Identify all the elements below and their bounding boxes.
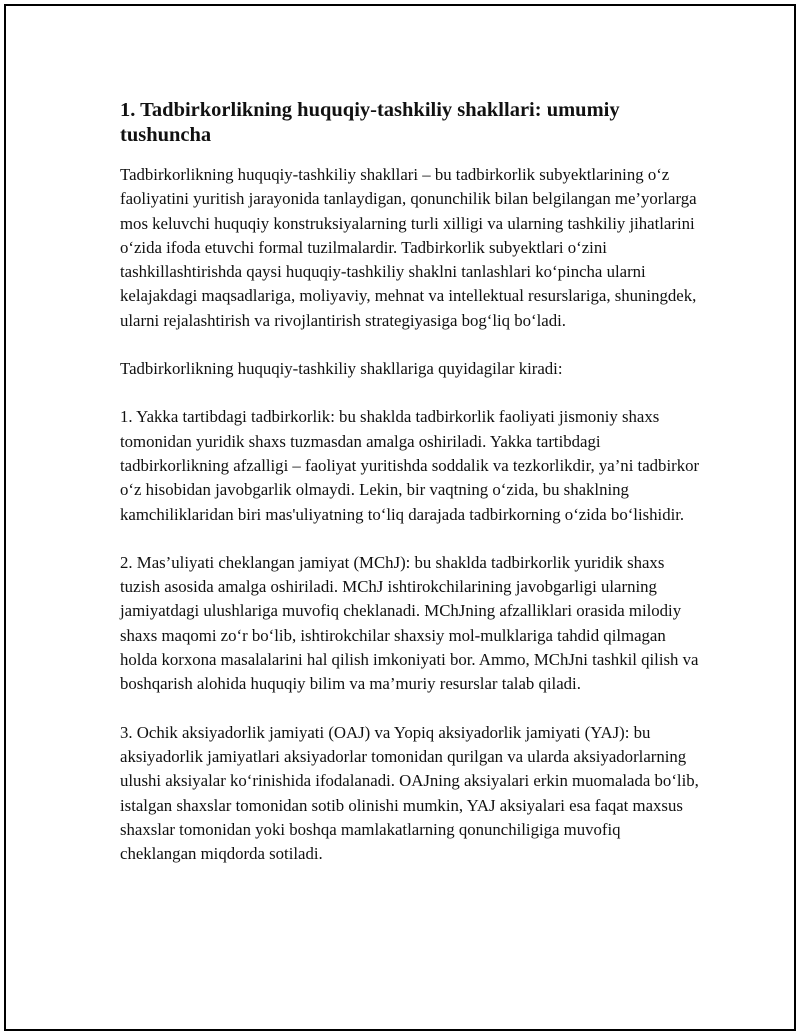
document-body — [120, 98, 700, 890]
list-intro-paragraph: Tadbirkorlikning huquqiy-tashkiliy shakllariga quyidagilar kiradi: — [120, 359, 563, 379]
item-joint-stock-companies: 3. Ochik aksiyadorlik jamiyati (OAJ) va Yopiq aksiyadorlik jamiyati (YAJ): bu aksiyadorlik jamiyatlari aksiyadorlar tomonidan qurilgan va ularda aksiyadorlarning ulushi aksiyalar ko‘rinishida ifodalanadi. OAJning aksiyalari erkin muomalada bo‘lib, istalgan shaxslar tomonidan sotib olinishi mumkin, YAJ aksiyalari esa faqat maxsus shaxslar tomonidan yoki boshqa mamlakatlarning qonunchiligiga muvofiq cheklangan miqdorda sotiladi. — [120, 722, 699, 864]
intro-paragraph: Tadbirkorlikning huquqiy-tashkiliy shakllari – bu tadbirkorlik subyektlarining o‘z faoliyatini yuritish jarayonida tanlaydigan, qonunchilik bilan belgilangan me’yorlarga mos keluvchi huquqiy konstruksiyalarning turli xilligi va ularning tashkiliy jihatlarini o‘zida ifoda etuvchi formal tuzilmalardir. Tadbirkorlik subyektlari o‘zini tashkillashtirishda qaysi huquqiy-tashkiliy shaklni tanlashlari ko‘pincha ularni kelajakdagi maqsadlariga, moliyaviy, mehnat va intellektual resurslariga, shuningdek, ularni rejalashtirish va rivojlantirish strategiyasiga bog‘liq bo‘ladi. — [120, 165, 697, 330]
item-llc: 2. Mas’uliyati cheklangan jamiyat (MChJ): bu shaklda tadbirkorlik yuridik shaxs tuzish asosida amalga oshiriladi. MChJ ishtirokchilarining javobgarligi ularning jamiyatdagi ulushlariga muvofiq cheklanadi. MChJning afzalliklari orasida milodiy shaxs maqomi zo‘r bo‘lib, ishtirokchilar shaxsiy mol-mulklariga tahdid qilmagan holda korxona masalalarini hal qilish imkoniyati bor. Ammo, MChJni tashkil qilish va boshqarish alohida huquqiy bilim va ma’muriy resurslar talab qiladi. — [120, 552, 699, 694]
item-individual-entrepreneurship: 1. Yakka tartibdagi tadbirkorlik: bu shaklda tadbirkorlik faoliyati jismoniy shaxs tomonidan yuridik shaxs tuzmasdan amalga oshiriladi. Yakka tartibdagi tadbirkorlikning afzalligi – faoliyat yuritishda soddalik va tezkorlikdir, ya’ni tadbirkor o‘z hisobidan javobgarlik olmaydi. Lekin, bir vaqtning o‘zida, bu shaklning kamchiliklaridan biri mas'uliyatning to‘liq darajada tadbirkorning o‘zida bo‘lishidir. — [120, 407, 700, 524]
page-frame — [4, 4, 796, 1031]
section-heading: 1. Tadbirkorlikning huquqiy-tashkiliy shakllari: umumiy tushuncha — [120, 99, 620, 146]
